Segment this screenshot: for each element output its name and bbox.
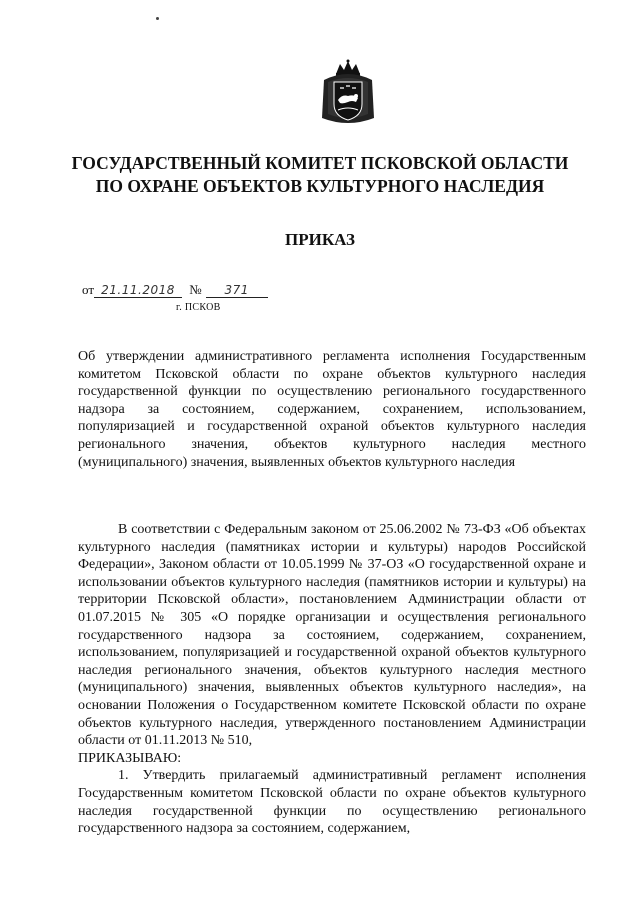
document-number: 371 [206,283,268,298]
order-word: ПРИКАЗЫВАЮ: [78,750,182,766]
item-1-paragraph: 1. Утвердить прилагаемый административный регламент исполнения Государственным комитетом Псковской области по охране объектов культурного наследия государственной функции по осуществлению регионального государственного надзора за состоянием, содержанием, [78,768,586,837]
document-meta [82,282,268,298]
date-prefix: от [82,282,95,297]
org-line-1: ГОСУДАРСТВЕННЫЙ КОМИТЕТ ПСКОВСКОЙ ОБЛАСТИ [71,153,569,173]
document-type: ПРИКАЗ [285,230,355,249]
org-line-2: ПО ОХРАНЕ ОБЪЕКТОВ КУЛЬТУРНОГО НАСЛЕДИЯ [95,176,545,196]
number-prefix: № [189,282,202,297]
document-city: г. ПСКОВ [176,302,221,313]
coat-of-arms-icon [318,58,378,128]
document-body [78,521,586,838]
preamble-paragraph: В соответствии с Федеральным законом от 25.06.2002 № 73-ФЗ «Об объектах культурного наследия (памятниках истории и культуры) народов Российской Федерации», Законом области от 10.05.1999 № 37-ОЗ «О государственной охране и использовании объектов культурного наследия (памятников истории и культуры) на территории Псковской области», постановлением Администрации области от 01.07.2015 № 305 «О порядке организации и осуществления регионального государственного надзора за состоянием, содержанием, сохранением, использованием, популяризацией и государственной охраной объектов культурного наследия регионального значения, объектов культурного наследия местного (муниципального) значения, выявленных объектов культурного наследия», на основании Положения о Государственном комитете Псковской области по охране объектов культурного наследия, утвержденного постановлением Администрации области от 01.11.2013 № 510, [78,522,586,749]
document-date: 21.11.2018 [94,283,182,298]
organization-name [60,152,580,198]
document-subject: Об утверждении административного регламента исполнения Государственным комитетом Псковской области по охране объектов культурного наследия государственной функции по осуществлению регионального государственного надзора за состоянием, содержанием, сохранением, использованием, популяризацией и государственной охраной объектов культурного наследия регионального значения, объектов культурного наследия местного (муниципального) значения, выявленных объектов культурного наследия [78,349,586,470]
scan-mark [156,17,159,20]
